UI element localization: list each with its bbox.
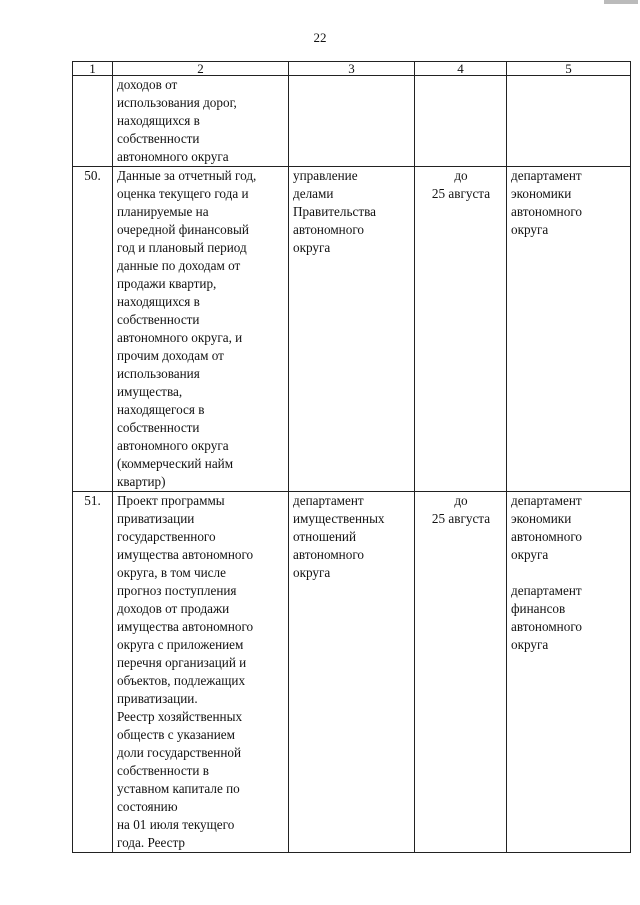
text-line: оценка текущего года и — [117, 186, 249, 201]
row-number — [73, 76, 113, 167]
text-line: использования дорог, — [117, 95, 237, 110]
table-header-row — [73, 62, 631, 76]
text-line: прогноз поступления — [117, 583, 237, 598]
text-line: округа — [511, 637, 549, 652]
text-line: автономного — [293, 547, 365, 562]
text-line: делами — [293, 186, 334, 201]
text-line: собственности — [117, 131, 200, 146]
text-line: автономного — [293, 222, 365, 237]
text-line: уставном капитале по — [117, 781, 240, 796]
text-line: перечня организаций и — [117, 655, 247, 670]
text-line: находящегося в — [117, 402, 205, 417]
text-line: автономного округа — [117, 149, 229, 164]
recipients-cell — [507, 76, 631, 167]
text-line: имущественных — [293, 511, 385, 526]
text-line: на 01 июля текущего — [117, 817, 235, 832]
page-number: 22 — [313, 30, 327, 45]
text-line: использования — [117, 366, 200, 381]
deadline-cell — [415, 492, 507, 853]
text-line: очередной финансовый — [117, 222, 249, 237]
row-number: 50. — [73, 167, 113, 492]
text-line: планируемые на — [117, 204, 209, 219]
text-line: собственности в — [117, 763, 210, 778]
description-cell — [113, 167, 289, 492]
text-line: управление — [293, 168, 358, 183]
text-line: округа — [293, 565, 331, 580]
deadline-cell — [415, 167, 507, 492]
text-line: автономного — [511, 619, 583, 634]
text-line: год и плановый период — [117, 240, 247, 255]
text-line: департамент — [511, 493, 582, 508]
recipients-cell — [507, 167, 631, 492]
text-line: 25 августа — [431, 511, 491, 526]
table-row-51 — [73, 492, 631, 853]
text-line: финансов — [511, 601, 566, 616]
text-line: до — [454, 168, 468, 183]
text-line: Проект программы — [117, 493, 225, 508]
text-line: прочим доходам от — [117, 348, 224, 363]
text-line: государственного — [117, 529, 216, 544]
text-line: имущества, — [117, 384, 183, 399]
text-line: доли государственной — [117, 745, 242, 760]
text-line: Данные за отчетный год, — [117, 168, 257, 183]
text-line: собственности — [117, 312, 200, 327]
text-line: департамент — [511, 583, 582, 598]
text-line: обществ с указанием — [117, 727, 235, 742]
text-line: квартир) — [117, 474, 166, 489]
responsible-cell — [289, 76, 415, 167]
text-line: автономного округа, и — [117, 330, 243, 345]
text-line: автономного — [511, 529, 583, 544]
description-cell — [113, 76, 289, 167]
deadline-cell — [415, 76, 507, 167]
row-number: 51. — [73, 492, 113, 853]
text-line: Правительства — [293, 204, 376, 219]
table-row-continuation — [73, 76, 631, 167]
text-line: находящихся в — [117, 113, 200, 128]
text-line: округа, в том числе — [117, 565, 226, 580]
text-line: 25 августа — [431, 186, 491, 201]
text-line: приватизации — [117, 511, 195, 526]
text-line: объектов, подлежащих — [117, 673, 246, 688]
text-line — [511, 564, 627, 582]
text-line: имущества автономного — [117, 547, 254, 562]
text-line: департамент — [511, 168, 582, 183]
text-line: находящихся в — [117, 294, 200, 309]
text-line: экономики — [511, 511, 572, 526]
responsible-cell — [289, 492, 415, 853]
text-line: Реестр хозяйственных — [117, 709, 243, 724]
text-line: округа — [511, 222, 549, 237]
text-line: отношений — [293, 529, 357, 544]
text-line: доходов от продажи — [117, 601, 230, 616]
text-line: округа — [511, 547, 549, 562]
text-line: до — [454, 493, 468, 508]
text-line: продажи квартир, — [117, 276, 217, 291]
column-header: 5 — [507, 62, 631, 76]
text-line: состоянию — [117, 799, 178, 814]
text-line: департамент — [293, 493, 364, 508]
text-line: приватизации. — [117, 691, 198, 706]
text-line: автономного округа — [117, 438, 229, 453]
column-header: 4 — [415, 62, 507, 76]
column-header: 3 — [289, 62, 415, 76]
column-header: 2 — [113, 62, 289, 76]
text-line: данные по доходам от — [117, 258, 241, 273]
text-line: доходов от — [117, 77, 178, 92]
text-line: округа — [293, 240, 331, 255]
description-cell — [113, 492, 289, 853]
text-line: округа с приложением — [117, 637, 244, 652]
scan-corner-mark — [600, 0, 640, 10]
text-line: экономики — [511, 186, 572, 201]
text-line: (коммерческий найм — [117, 456, 234, 471]
text-line: имущества автономного — [117, 619, 254, 634]
recipients-cell — [507, 492, 631, 853]
table-row-50 — [73, 167, 631, 492]
document-table — [72, 61, 631, 853]
column-header: 1 — [73, 62, 113, 76]
text-line: автономного — [511, 204, 583, 219]
responsible-cell — [289, 167, 415, 492]
text-line: года. Реестр — [117, 835, 186, 850]
text-line: собственности — [117, 420, 200, 435]
